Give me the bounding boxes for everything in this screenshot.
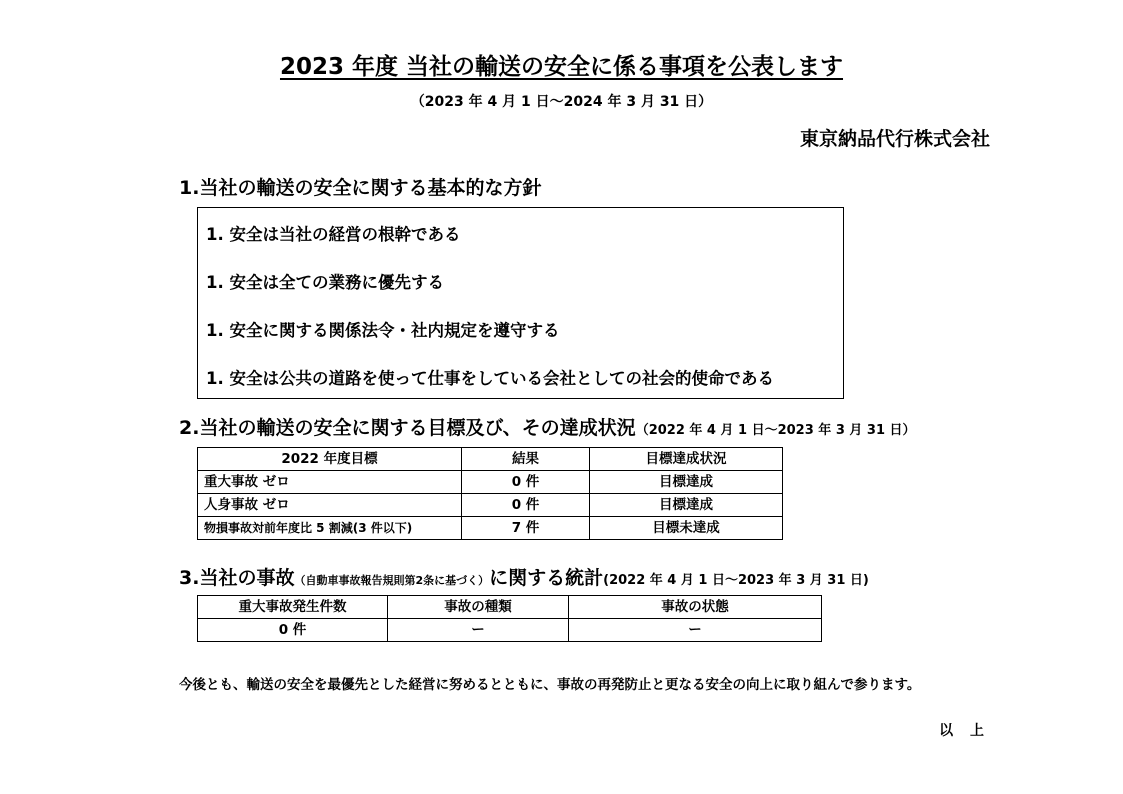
document-title-text: 2023 年度 当社の輸送の安全に係る事項を公表します xyxy=(279,54,844,80)
section3-period: (2022 年 4 月 1 日～2023 年 3 月 31 日) xyxy=(603,573,869,588)
targets-table xyxy=(197,447,783,540)
policy-item: 1. 安全に関する関係法令・社内規定を遵守する xyxy=(206,321,560,340)
table-cell: 0 件 xyxy=(462,494,590,517)
table-cell: 目標未達成 xyxy=(590,517,783,540)
column-header: 事故の状態 xyxy=(569,596,822,619)
column-header: 目標達成状況 xyxy=(590,448,783,471)
section3-heading-tail: に関する統計 xyxy=(489,567,604,589)
table-cell: 目標達成 xyxy=(590,471,783,494)
section2-period: （2022 年 4 月 1 日～2023 年 3 月 31 日） xyxy=(635,423,916,438)
column-header: 事故の種類 xyxy=(388,596,569,619)
policy-item: 1. 安全は当社の経営の根幹である xyxy=(206,225,461,244)
table-cell: 目標達成 xyxy=(590,494,783,517)
end-mark: 以 上 xyxy=(939,723,990,739)
table-row xyxy=(198,517,783,540)
table-cell: 重大事故 ゼロ xyxy=(198,471,462,494)
table-row xyxy=(198,471,783,494)
table-cell: ー xyxy=(388,619,569,642)
table-header-row xyxy=(198,596,822,619)
document-title xyxy=(0,48,1123,81)
company-name: 東京納品代行株式会社 xyxy=(799,128,990,150)
column-header: 重大事故発生件数 xyxy=(198,596,388,619)
table-header-row xyxy=(198,448,783,471)
section3-heading-note: （自動車事故報告規則第2条に基づく） xyxy=(294,574,490,587)
table-row xyxy=(198,619,822,642)
policy-item: 1. 安全は全ての業務に優先する xyxy=(206,273,444,292)
section2-heading xyxy=(179,413,916,440)
document-period: （2023 年 4 月 1 日～2024 年 3 月 31 日） xyxy=(410,94,713,110)
table-cell: ー xyxy=(569,619,822,642)
table-cell: 0 件 xyxy=(462,471,590,494)
section3-heading-main: 3.当社の事故 xyxy=(179,567,295,589)
section1-heading: 1.当社の輸送の安全に関する基本的な方針 xyxy=(179,177,542,199)
policy-item: 1. 安全は公共の道路を使って仕事をしている会社としての社会的使命である xyxy=(206,369,774,388)
accident-stats-table xyxy=(197,595,822,642)
column-header: 2022 年度目標 xyxy=(198,448,462,471)
section2-heading-text: 2.当社の輸送の安全に関する目標及び、その達成状況 xyxy=(179,417,636,439)
closing-statement: 今後とも、輸送の安全を最優先とした経営に努めるとともに、事故の再発防止と更なる安全の向上に取り組んで参ります。 xyxy=(179,677,921,693)
policy-box xyxy=(197,207,844,399)
table-cell: 7 件 xyxy=(462,517,590,540)
column-header: 結果 xyxy=(462,448,590,471)
section3-heading xyxy=(179,563,869,590)
table-cell: 0 件 xyxy=(198,619,388,642)
table-cell: 人身事故 ゼロ xyxy=(198,494,462,517)
table-cell: 物損事故対前年度比 5 割減(3 件以下) xyxy=(198,517,462,540)
table-row xyxy=(198,494,783,517)
